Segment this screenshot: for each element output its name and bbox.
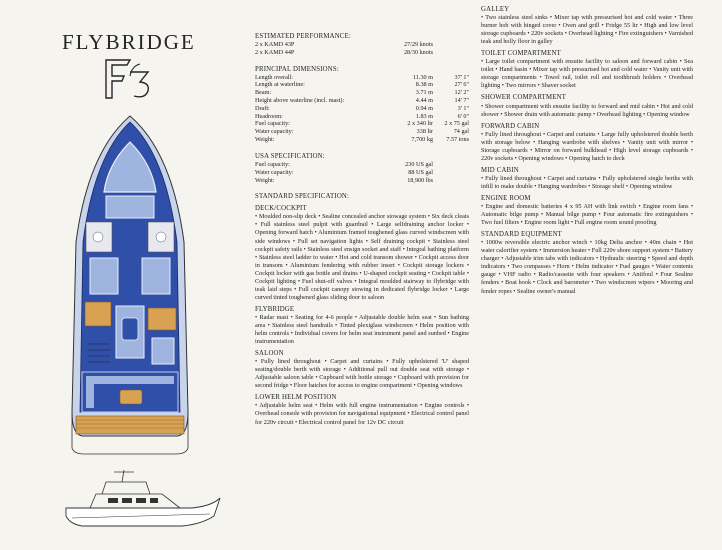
table-row [255,105,469,113]
row-label: Draft: [255,104,270,112]
row-label: Beam: [255,89,272,97]
section-heading-lower-helm: LOWER HELM POSITION [255,394,337,402]
deck-plan-diagram [60,112,200,462]
row-label: Weight: [255,136,275,144]
metric-value: 4.44 m [415,97,433,105]
section-text-flybridge: • Radar mast • Seating for 4-6 people • Adjustable double helm seat • Sun bathing area • Stainless steel handrails • Tinted plexiglass windscreen • Helm position with helm controls • Individual covers for helm seat instrument panel and sunbed • Engine instrumentation [255,313,469,346]
row-label: 2 x KAMD 43P [255,41,295,49]
row-value: 230 US gal [405,160,433,168]
usa-specification-heading: USA SPECIFICATION: [255,152,325,160]
row-label: Weight: [255,176,275,184]
standard-specification-heading: STANDARD SPECIFICATION: [255,193,350,201]
accommodation-column [481,6,693,296]
section-text-engine-room: • Engine and domestic batteries 4 x 95 AH with link switch • Engine room fans • Automatic bilge pump • Manual bilge pump • Four automatic fire extinguishers • Two fuel filters • Engine room light • Full engine room sound proofing [481,203,693,227]
dimensions-table [255,74,469,144]
section-heading-flybridge: FLYBRIDGE [255,305,295,313]
imperial-value: 14' 7" [454,97,469,105]
usa-table [255,161,469,184]
table-row [255,136,469,144]
table-row [255,97,469,105]
section-text-galley: • Two stainless steel sinks • Mixer tap with pressurised hot and cold water • Three burner hob with hinged cover • Oven and grill • Fridge 55 ltr • High and low level storage cupboards • 220v sockets • Overhead lighting • Fire extinguishers • Varnished teak and holly floor in galley [481,14,694,46]
table-row [255,41,469,49]
imperial-value: 2 x 75 gal [444,120,469,128]
section-heading-saloon: SALOON [255,350,284,358]
section-text-mid-cabin: • Fully lined throughout • Carpet and curtains • Fully upholstered single berths with infill to make double • Hanging wardrobes • Storage shelf • Opening window [481,174,693,190]
table-row [255,128,469,136]
section-heading-shower: SHOWER COMPARTMENT [481,94,567,102]
table-row [255,74,469,82]
table-row [255,177,469,185]
table-row [255,81,469,89]
metric-value: 0.94 m [415,104,433,112]
row-value: 28/30 knots [403,48,433,56]
row-label: 2 x KAMD 44P [255,48,295,56]
section-heading-engine-room: ENGINE ROOM [481,194,531,202]
specifications-column [255,33,469,427]
table-row [255,169,469,177]
row-value: 18,900 lbs [407,176,433,184]
performance-table [255,41,469,57]
imperial-value: 27' 6" [454,81,469,89]
section-text-deck-cockpit: • Moulded non-slip deck • Sealine concealed anchor stowage system • Six deck cleats • Full stainless steel pulpit with guardrail • Large selfdraining anchor locker • Opening forward hatch • Aluminium framed toughened glass curved windscreen with side windows • Full set navigation lights • Self draining cockpit • Stainless steel cockpit safety rails • Stainless steel ensign socket and staff • Integral bathing platform • Stainless steel ladder to water • Hot and cold transom shower • Cockpit access door in transom • Aluminium fendering with rubber insert • Cockpit storage lockers • Cockpit locker with gas bottle and drains • U-shaped cockpit seating • Cockpit table • Cockpit lighting • Fuel shut-off valves • Integral moulded stairway to flybridge with teak laid steps • Full cockpit canopy stowing in dedicated flybridge locker • Large curved tinted toughened glass sliding door to saloon [255,213,469,301]
section-heading-deck-cockpit: DECK/COCKPIT [255,205,307,213]
row-label: Headroom: [255,112,283,120]
row-label: Water capacity: [255,168,294,176]
metric-value: 11.30 m [412,73,433,81]
imperial-value: 37' 1" [454,73,469,81]
section-text-standard-equipment: • 1000w reversible electric anchor winch • 10kg Delta anchor • 40m chain • Hot water calorifier system • Immersion heater • Full 220v shore support system • Battery charger • Adjustable trim tabs with indicators • Hydraulic steering • Speed and depth indicators • Two compasses • Horn • Helm indicator • Fuel gauges • Water contents gauge • VHF radio • Radio/cassette with four speakers • Antifoul • Four Sealine fenders • Boat hook • Clock and barometer • Two windscreen wipers • Mooring and fender ropes • Sealine owner's manual [481,239,693,295]
row-label: Length at waterline: [255,81,305,89]
imperial-value: 3' 1" [457,104,469,112]
section-heading-mid-cabin: MID CABIN [481,166,519,174]
performance-heading: ESTIMATED PERFORMANCE: [255,33,351,40]
table-row [255,161,469,169]
imperial-value: 6' 0" [457,112,469,120]
row-label: Water capacity: [255,128,294,136]
brand-title: FLYBRIDGE [62,30,196,54]
imperial-value: 7.57 tons [446,136,469,144]
metric-value: 7,700 kg [411,136,433,144]
side-profile-drawing [62,468,222,538]
principal-dimensions-heading: PRINCIPAL DIMENSIONS: [255,65,339,73]
metric-value: 1.83 m [415,112,433,120]
f36-logo [100,56,156,102]
row-value: 27/29 knots [403,41,433,49]
imperial-value: 12' 2" [454,89,469,97]
table-row [255,49,469,57]
metric-value: 2 x 340 ltr [407,120,433,128]
metric-value: 338 ltr [416,128,433,136]
section-heading-toilet: TOILET COMPARTMENT [481,50,561,58]
row-label: Length overall: [255,73,293,81]
row-value: 88 US gal [408,168,433,176]
section-text-forward-cabin: • Fully lined throughout • Carpet and curtains • Large fully upholstered double berth with storage below • Hanging wardrobe with shelves • Vanity unit with mirror • Storage cupboards • Mirror on forward bulkhead • High level storage cupboards • 220v sockets • Opening windows • Opening hatch to deck [481,130,693,162]
imperial-value: 74 gal [453,128,469,136]
section-text-toilet: • Large toilet compartment with ensuite facility to saloon and forward cabin • Sea toilet • Hand basin • Mixer tap with pressurised hot and cold water • Vanity unit with storage compartments • Towel rail, toilet roll and toothbrush holders • Overhead lighting • Two mirrors • Shaver socket [481,58,693,90]
table-row [255,113,469,121]
section-text-saloon: • Fully lined throughout • Carpet and curtains • Fully upholstered 'U' shaped seating/double berth with storage • Additional pull out double seat with storage • Adjustable saloon table • Cupboard with bottle storage • Cupboard with provision for second fridge • Floor hatches for access to engine compartment • Opening windows [255,358,469,390]
section-heading-galley: GALLEY [481,6,510,13]
table-row [255,89,469,97]
section-heading-forward-cabin: FORWARD CABIN [481,122,540,130]
section-heading-standard-equipment: STANDARD EQUIPMENT [481,231,563,239]
row-label: Fuel capacity: [255,160,290,168]
row-label: Height above waterline (incl. mast): [255,97,345,105]
metric-value: 3.71 m [415,89,433,97]
section-text-lower-helm: • Adjustable helm seat • Helm with full engine instrumentation • Engine controls • Overhead console with provision for navigational equipment • Electrical control panel for 220v circuit • Electrical control panel for 12v DC circuit [255,402,469,426]
section-text-shower: • Shower compartment with ensuite facility to forward and mid cabin • Hot and cold shower • Shower drain with automatic pump • Overhead lighting • Opening window [481,102,693,118]
table-row [255,120,469,128]
row-label: Fuel capacity: [255,120,290,128]
metric-value: 8.38 m [415,81,433,89]
